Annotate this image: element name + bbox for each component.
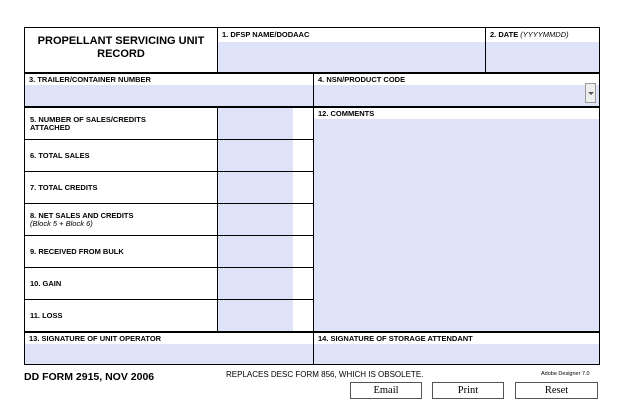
row-label-text: 6. TOTAL SALES bbox=[30, 151, 90, 160]
row-label bbox=[30, 280, 180, 288]
row-value-input[interactable] bbox=[218, 236, 293, 268]
row-label-text: 8. NET SALES AND CREDITS bbox=[30, 211, 134, 220]
unit-operator-signature-label: 13. SIGNATURE OF UNIT OPERATOR bbox=[29, 334, 162, 343]
row-label-text: 7. TOTAL CREDITS bbox=[30, 183, 98, 192]
date-input[interactable] bbox=[486, 42, 599, 72]
reset-button[interactable]: Reset bbox=[515, 382, 598, 399]
dfsp-name-input[interactable] bbox=[218, 42, 485, 72]
table-row bbox=[25, 204, 313, 236]
comments-label: 12. COMMENTS bbox=[318, 109, 375, 118]
row-value-input[interactable] bbox=[218, 300, 293, 331]
form-frame bbox=[24, 27, 600, 365]
date-format-hint: (YYYYMMDD) bbox=[520, 30, 569, 39]
row-value-input[interactable] bbox=[218, 204, 293, 236]
dfsp-name-label: 1. DFSP NAME/DODAAC bbox=[222, 30, 310, 39]
row-label bbox=[30, 184, 180, 192]
row-value-input[interactable] bbox=[218, 140, 293, 172]
row-label-text: 9. RECEIVED FROM BULK bbox=[30, 247, 124, 256]
row-label bbox=[30, 116, 180, 132]
comments-field[interactable] bbox=[314, 108, 599, 331]
unit-operator-signature-input[interactable] bbox=[25, 344, 313, 364]
nsn-product-select[interactable] bbox=[314, 85, 599, 106]
replaces-notice: REPLACES DESC FORM 856, WHICH IS OBSOLETE. bbox=[226, 370, 424, 379]
table-row bbox=[25, 300, 313, 331]
date-field[interactable] bbox=[486, 28, 599, 72]
divider bbox=[217, 108, 218, 331]
row-value-input[interactable] bbox=[218, 172, 293, 204]
table-row bbox=[25, 172, 313, 204]
table-row bbox=[25, 268, 313, 300]
storage-attendant-signature-label: 14. SIGNATURE OF STORAGE ATTENDANT bbox=[318, 334, 473, 343]
nsn-product-field[interactable] bbox=[314, 74, 599, 106]
form-number: DD FORM 2915, NOV 2006 bbox=[24, 371, 155, 383]
trailer-number-label: 3. TRAILER/CONTAINER NUMBER bbox=[29, 75, 151, 84]
nsn-product-label: 4. NSN/PRODUCT CODE bbox=[318, 75, 406, 84]
print-button[interactable]: Print bbox=[432, 382, 504, 399]
table-row bbox=[25, 236, 313, 268]
table-row bbox=[25, 140, 313, 172]
comments-input[interactable] bbox=[314, 119, 599, 331]
date-label: 2. DATE (YYYYMMDD) bbox=[490, 30, 569, 39]
designer-credit: Adobe Designer 7.0 bbox=[541, 371, 590, 377]
row-label-hint: (Block 5 + Block 6) bbox=[30, 219, 93, 228]
row-label-text: 11. LOSS bbox=[30, 311, 63, 320]
row-label bbox=[30, 152, 180, 160]
dfsp-name-field[interactable] bbox=[218, 28, 485, 72]
storage-attendant-signature-input[interactable] bbox=[314, 344, 599, 364]
form-title: PROPELLANT SERVICING UNIT RECORD bbox=[37, 35, 205, 60]
row-value-input[interactable] bbox=[218, 268, 293, 300]
row-label bbox=[30, 212, 180, 228]
trailer-number-field[interactable] bbox=[25, 74, 313, 106]
table-row bbox=[25, 108, 313, 140]
row-label-text: 5. NUMBER OF SALES/CREDITS ATTACHED bbox=[30, 115, 146, 132]
chevron-down-icon[interactable] bbox=[585, 83, 596, 103]
row-label bbox=[30, 312, 180, 320]
row-label bbox=[30, 248, 180, 256]
email-button[interactable]: Email bbox=[350, 382, 422, 399]
trailer-number-input[interactable] bbox=[25, 85, 313, 106]
row-label-text: 10. GAIN bbox=[30, 279, 62, 288]
row-value-input[interactable] bbox=[218, 108, 293, 140]
unit-operator-signature-field[interactable] bbox=[25, 333, 313, 364]
storage-attendant-signature-field[interactable] bbox=[314, 333, 599, 364]
